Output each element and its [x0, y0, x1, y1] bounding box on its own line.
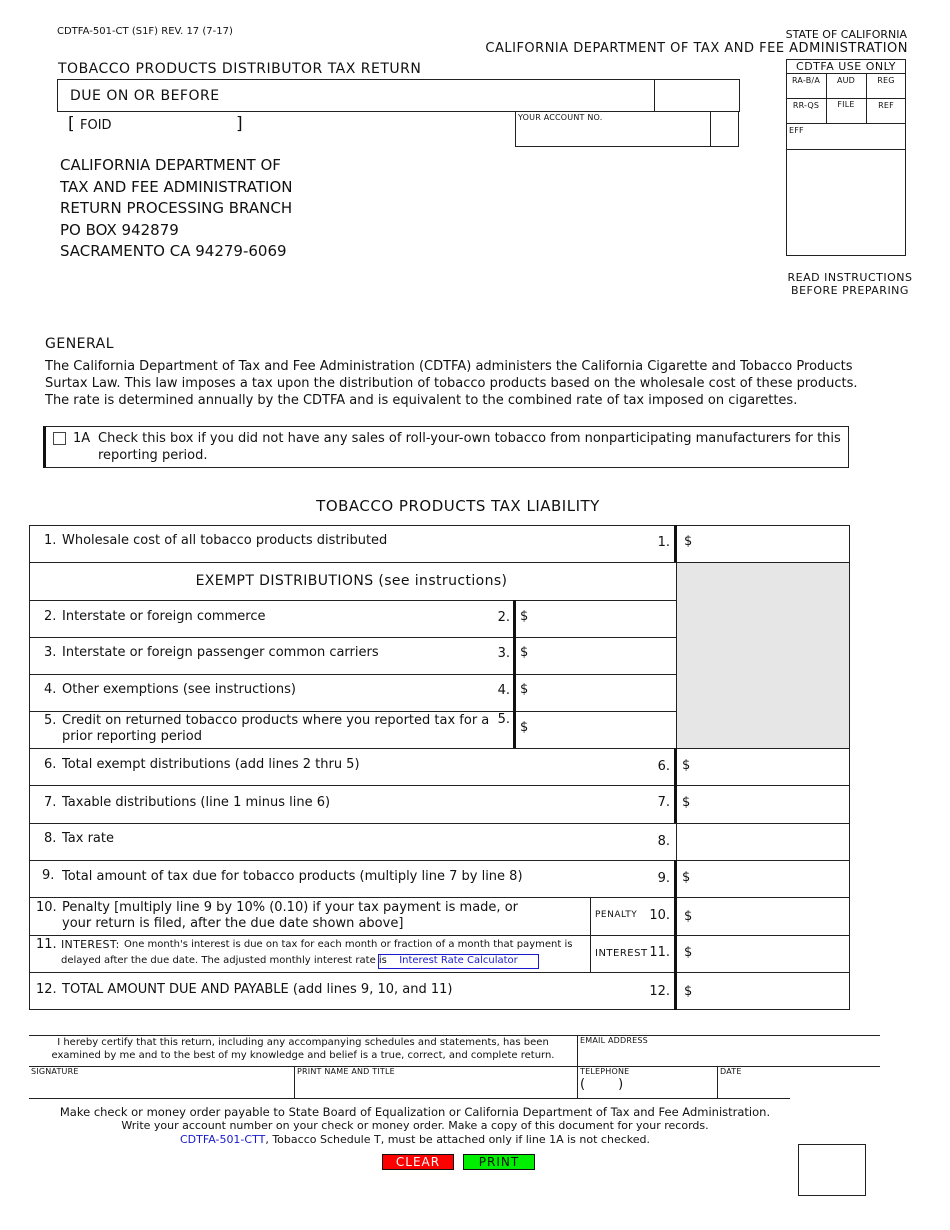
line-10-number: 10. [36, 900, 57, 915]
general-line: The California Department of Tax and Fee Administration (CDTFA) administers the California Cigarette and Tobacco Products [45, 359, 853, 374]
general-heading: GENERAL [45, 336, 115, 352]
row-rule [29, 823, 850, 824]
agency-name: CALIFORNIA DEPARTMENT OF TAX AND FEE ADMINISTRATION [485, 41, 908, 56]
clear-button[interactable]: CLEAR [382, 1154, 454, 1170]
line-6-currency: $ [682, 758, 691, 773]
read-instructions [770, 271, 930, 297]
line-11-currency: $ [684, 945, 693, 960]
line-4-input[interactable] [532, 676, 674, 710]
row-rule [29, 674, 676, 675]
account-label: YOUR ACCOUNT NO. [518, 113, 603, 122]
interest-rate-calculator-button[interactable]: Interest Rate Calculator [378, 954, 539, 969]
telephone-field[interactable] [592, 1078, 712, 1097]
row-rule [29, 897, 850, 898]
read-instructions-line: BEFORE PREPARING [791, 284, 909, 297]
line-5-input[interactable] [532, 713, 674, 747]
foid-bracket-close: ] [236, 114, 243, 134]
line-5-number: 5. [44, 713, 57, 728]
line-4-label: Other exemptions (see instructions) [62, 682, 296, 697]
amount-divider [676, 823, 677, 860]
due-date-field[interactable] [656, 81, 738, 110]
line-10-label: Penalty [multiply line 9 by 10% (0.10) if your tax payment is made, or [62, 900, 518, 915]
line-5-ref: 5. [497, 712, 510, 727]
line-6-input[interactable] [696, 750, 848, 784]
line-11-note: One month's interest is due on tax for each month or fraction of a month that payment is [124, 939, 573, 950]
cert-rule [29, 1098, 790, 1099]
line-1-ref: 1. [657, 535, 670, 550]
line-10-currency: $ [684, 909, 693, 924]
liability-heading: TOBACCO PRODUCTS TAX LIABILITY [316, 497, 600, 515]
cdtfa-use-only-box [786, 59, 906, 256]
line-11-number: 11. [36, 937, 57, 952]
barcode-box [798, 1144, 866, 1196]
check-1a-number: 1A [73, 431, 91, 446]
mailing-address [60, 155, 293, 263]
line-6-ref: 6. [657, 759, 670, 774]
use-only-rule [786, 98, 906, 99]
line-7-currency: $ [682, 795, 691, 810]
read-instructions-line: READ INSTRUCTIONS [787, 271, 913, 284]
line-10-input[interactable] [696, 899, 848, 934]
use-only-cell: REG [877, 76, 895, 85]
footer-line-3 [0, 1133, 830, 1146]
line-7-ref: 7. [657, 795, 670, 810]
use-only-cell: FILE [837, 100, 855, 109]
line-9-label: Total amount of tax due for tobacco products (multiply line 7 by line 8) [62, 869, 523, 884]
line-3-currency: $ [520, 645, 529, 660]
line-8-ref: 8. [657, 834, 670, 849]
use-only-rule [786, 149, 906, 150]
amount-divider [676, 562, 677, 748]
amount-divider [674, 748, 677, 823]
signature-label: SIGNATURE [31, 1067, 79, 1076]
line-2-ref: 2. [497, 610, 510, 625]
telephone-label: TELEPHONE [580, 1067, 630, 1076]
check-1a-checkbox[interactable] [53, 432, 66, 445]
cert-rule [717, 1066, 718, 1098]
line-7-number: 7. [44, 795, 57, 810]
line-1-label: Wholesale cost of all tobacco products distributed [62, 533, 388, 548]
line-11-note: delayed after the due date. The adjusted monthly interest rate is [61, 955, 387, 966]
check-1a-text: reporting period. [98, 448, 208, 463]
use-only-title: CDTFA USE ONLY [796, 60, 896, 73]
line-12-number: 12. [36, 982, 57, 997]
use-only-rule [786, 123, 906, 124]
certification-line: examined by me and to the best of my knowledge and belief is a true, correct, and complete return. [51, 1049, 555, 1061]
address-line: CALIFORNIA DEPARTMENT OF [60, 156, 281, 174]
interest-tag: INTEREST [595, 948, 648, 959]
use-only-rule [786, 73, 906, 74]
row-rule [29, 785, 850, 786]
row-rule [29, 562, 850, 563]
address-line: SACRAMENTO CA 94279-6069 [60, 242, 287, 260]
general-line: Surtax Law. This law imposes a tax upon the distribution of tobacco products based on the wholesale cost of these products. [45, 376, 858, 391]
penalty-tag: PENALTY [595, 910, 638, 920]
line-7-label: Taxable distributions (line 1 minus line 6) [62, 795, 331, 810]
line-10-ref: 10. [649, 908, 670, 923]
use-only-cell: REF [878, 101, 894, 110]
date-field[interactable] [720, 1077, 788, 1097]
telephone-parens: ( ) [580, 1077, 624, 1092]
row-rule [29, 972, 850, 973]
line-2-currency: $ [520, 609, 529, 624]
line-3-label: Interstate or foreign passenger common carriers [62, 645, 379, 660]
general-line: The rate is determined annually by the CDTFA and is equivalent to the combined rate of tax imposed on cigarettes. [45, 393, 798, 408]
due-label: DUE ON OR BEFORE [70, 88, 220, 104]
row-rule [29, 637, 676, 638]
use-only-cell: RA-B/A [792, 76, 820, 85]
foid-label: FOID [80, 118, 112, 133]
line-5-label: prior reporting period [62, 729, 202, 744]
email-field[interactable] [580, 1047, 878, 1065]
line-4-number: 4. [44, 682, 57, 697]
line-9-number: 9. [42, 868, 55, 883]
line-1-currency: $ [684, 534, 693, 549]
print-button[interactable]: PRINT [463, 1154, 535, 1170]
due-date-divider [654, 79, 655, 112]
line-3-input[interactable] [532, 639, 674, 673]
line-2-label: Interstate or foreign commerce [62, 609, 266, 624]
line-8-label: Tax rate [62, 831, 114, 846]
tag-divider [590, 897, 591, 972]
line-7-input[interactable] [696, 787, 848, 822]
date-label: DATE [720, 1067, 742, 1076]
form-id: CDTFA-501-CT (S1F) REV. 17 (7-17) [57, 26, 233, 37]
line-3-ref: 3. [497, 646, 510, 661]
account-divider [710, 111, 711, 147]
email-label: EMAIL ADDRESS [580, 1036, 648, 1045]
use-only-eff: EFF [789, 126, 804, 135]
line-12-currency: $ [684, 984, 693, 999]
use-only-cell: AUD [836, 76, 856, 85]
cert-rule [577, 1035, 578, 1098]
line-12-ref: 12. [649, 984, 670, 999]
address-line: RETURN PROCESSING BRANCH [60, 199, 293, 217]
line-1-number: 1. [44, 533, 57, 548]
certification-line: I hereby certify that this return, including any accompanying schedules and statements, has been [57, 1037, 549, 1048]
amount-divider [513, 600, 516, 748]
cert-rule [294, 1066, 295, 1098]
print-name-field[interactable] [297, 1077, 575, 1097]
footer-line-1: Make check or money order payable to State Board of Equalization or California Department of Tax and Fee Administration. [59, 1105, 771, 1119]
schedule-t-link[interactable]: CDTFA-501-CTT [180, 1133, 266, 1146]
line-6-label: Total exempt distributions (add lines 2 thru 5) [62, 757, 360, 772]
use-only-cell: RR-QS [792, 101, 820, 110]
line-2-input[interactable] [532, 602, 674, 636]
amount-divider [674, 525, 677, 562]
line-9-currency: $ [682, 870, 691, 885]
footer-line-3-text: , Tobacco Schedule T, must be attached only if line 1A is not checked. [265, 1133, 650, 1146]
account-number-field[interactable] [517, 124, 709, 146]
address-line: TAX AND FEE ADMINISTRATION [60, 177, 293, 196]
exempt-heading: EXEMPT DISTRIBUTIONS (see instructions) [195, 573, 508, 589]
line-9-input[interactable] [696, 862, 848, 896]
footer-line-2: Write your account number on your check or money order. Make a copy of this document for your records. [121, 1119, 709, 1132]
general-text [45, 358, 858, 409]
line-8-input[interactable] [680, 825, 848, 859]
line-12-input[interactable] [696, 974, 848, 1009]
line-11-ref: 11. [649, 945, 670, 960]
line-11-input[interactable] [696, 937, 848, 971]
line-4-currency: $ [520, 682, 529, 697]
state-label: STATE OF CALIFORNIA [785, 28, 907, 41]
line-6-number: 6. [44, 757, 57, 772]
line-1-input[interactable] [696, 527, 848, 561]
row-rule [29, 935, 850, 936]
amount-divider [674, 860, 677, 1010]
line-11-label: INTEREST: [61, 938, 120, 951]
row-rule [29, 711, 676, 712]
row-rule [29, 748, 850, 749]
line-9-ref: 9. [657, 871, 670, 886]
cert-rule [29, 1066, 880, 1067]
form-title: TOBACCO PRODUCTS DISTRIBUTOR TAX RETURN [58, 61, 422, 77]
cert-rule [29, 1035, 880, 1036]
line-4-ref: 4. [497, 683, 510, 698]
line-12-label: TOTAL AMOUNT DUE AND PAYABLE (add lines 9, 10, and 11) [62, 982, 453, 997]
line-5-currency: $ [520, 720, 529, 735]
shaded-area [676, 562, 849, 748]
address-line: PO BOX 942879 [60, 220, 179, 239]
row-rule [29, 600, 676, 601]
certification-text [29, 1037, 577, 1062]
row-rule [29, 860, 850, 861]
line-3-number: 3. [44, 645, 57, 660]
line-10-label: your return is filed, after the due date shown above] [62, 916, 404, 931]
foid-bracket-open: [ [68, 114, 75, 134]
line-8-number: 8. [44, 831, 57, 846]
line-2-number: 2. [44, 609, 57, 624]
line-5-label: Credit on returned tobacco products where you reported tax for a [62, 713, 490, 728]
print-name-label: PRINT NAME AND TITLE [297, 1067, 395, 1076]
check-1a-text: Check this box if you did not have any sales of roll-your-own tobacco from nonparticipating manufacturers for this [98, 431, 841, 446]
signature-field[interactable] [31, 1077, 291, 1097]
